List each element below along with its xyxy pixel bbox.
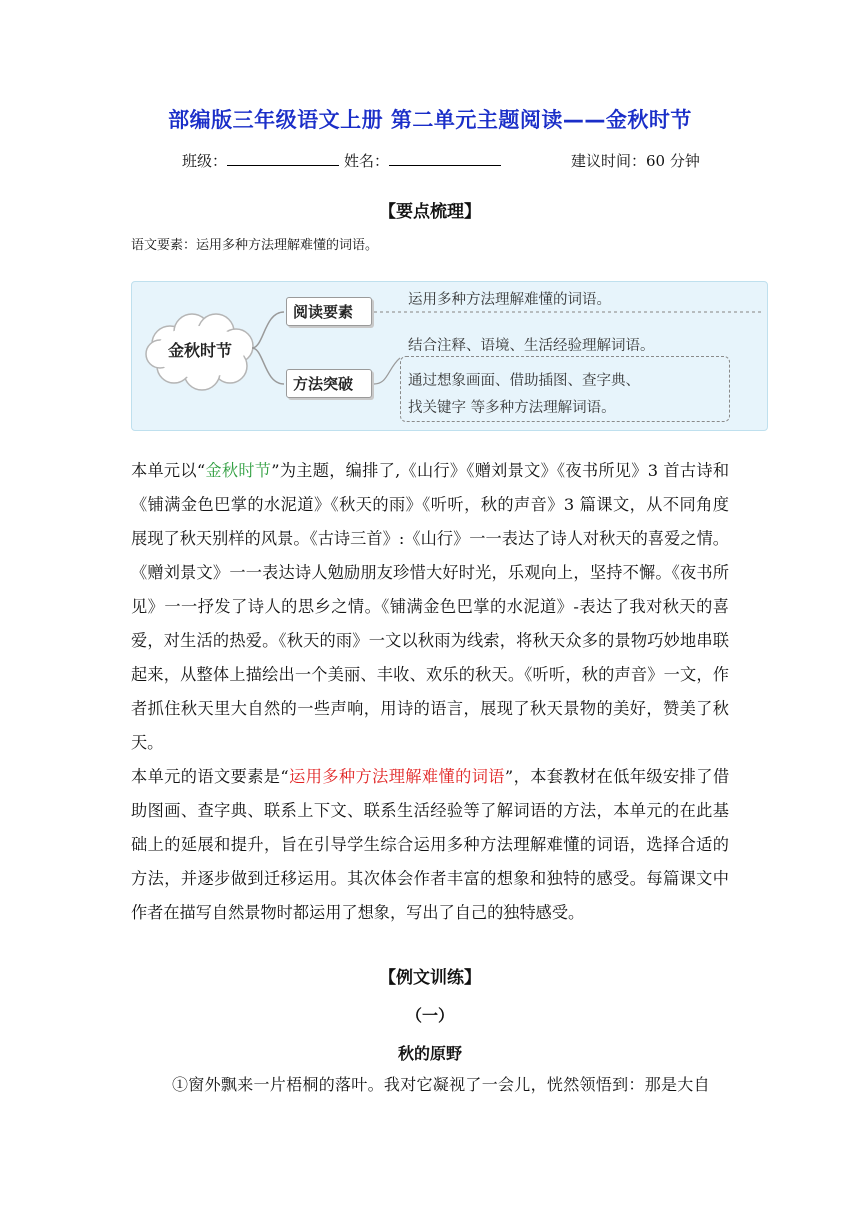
unit-intro-paragraph-2 <box>131 760 729 930</box>
p1-prefix: 本单元以“ <box>131 461 206 480</box>
section-heading-example-training: 【例文训练】 <box>379 968 481 988</box>
class-field <box>182 150 339 171</box>
part-number: （一） <box>405 1006 454 1025</box>
class-blank[interactable] <box>227 151 339 166</box>
theme-highlight: 金秋时节 <box>205 461 272 480</box>
node-method-text-3: 找关键字 等多种方法理解词语。 <box>408 400 616 416</box>
page-title: 部编版三年级语文上册 第二单元主题阅读——金秋时节 <box>168 108 692 132</box>
language-element-note: 语文要素：运用多种方法理解难懂的词语。 <box>131 238 379 253</box>
node-method-breakthrough: 方法突破 <box>286 369 372 398</box>
essay-title: 秋的原野 <box>397 1044 462 1063</box>
element-highlight: 运用多种方法理解难懂的词语 <box>288 767 505 786</box>
node-reading-element-text: 运用多种方法理解难懂的词语。 <box>408 292 611 308</box>
node-method-text-2: 通过想象画面、借助插图、查字典、 <box>408 373 640 389</box>
unit-intro-text <box>131 454 729 930</box>
name-field <box>344 150 501 171</box>
p2-body: ”，本套教材在低年级安排了借助图画、查字典、联系上下文、联系生活经验等了解词语的方法，本单元的在此基础上的延展和提升，旨在引导学生综合运用多种方法理解难懂的词语，选择合适的方法，并逐步做到迁移运用。其次体会作者丰富的想象和独特的感受。每篇课文中作者在描写自然景物时都运用了想象，写出了自己的独特感受。 <box>131 767 730 922</box>
unit-intro-paragraph-1 <box>131 454 729 760</box>
name-label: 姓名： <box>344 152 390 170</box>
p1-body: ”为主题，编排了,《山行》《赠刘景文》《夜书所见》3 首古诗和《铺满金色巴掌的水泥道》《秋天的雨》《听听，秋的声音》3 篇课文，从不同角度展现了秋天别样的风景。《古诗三首》:《山行》一一表达了诗人对秋天的喜爱之情。《赠刘景文》一一表达诗人勉励朋友珍惜大好时光，乐观向上，坚持不懈。《夜书所见》一一抒发了诗人的思乡之情。《铺满金色巴掌的水泥道》-表达了我对秋天的喜爱，对生活的热爱。《秋天的雨》一文以秋雨为线索，将秋天众多的景物巧妙地串联起来，从整体上描绘出一个美丽、丰收、欢乐的秋天。《听听，秋的声音》一文，作者抓住秋天里大自然的一些声响，用诗的语言，展现了秋天景物的美好，赞美了秋天。 <box>131 461 730 752</box>
mind-map <box>131 281 768 431</box>
node-method-text-1: 结合注释、语境、生活经验理解词语。 <box>408 338 655 354</box>
name-blank[interactable] <box>389 151 501 166</box>
section-heading-key-points: 【要点梳理】 <box>379 202 481 222</box>
class-label: 班级： <box>182 152 228 170</box>
essay-first-line: ①窗外飘来一片梧桐的落叶。我对它凝视了一会儿，恍然领悟到：那是大自 <box>172 1075 710 1094</box>
time-suggestion: 建议时间：60 分钟 <box>571 152 700 170</box>
node-reading-element: 阅读要素 <box>286 297 372 326</box>
mindmap-center-label: 金秋时节 <box>167 341 232 360</box>
p2-prefix: 本单元的语文要素是“ <box>131 767 289 786</box>
